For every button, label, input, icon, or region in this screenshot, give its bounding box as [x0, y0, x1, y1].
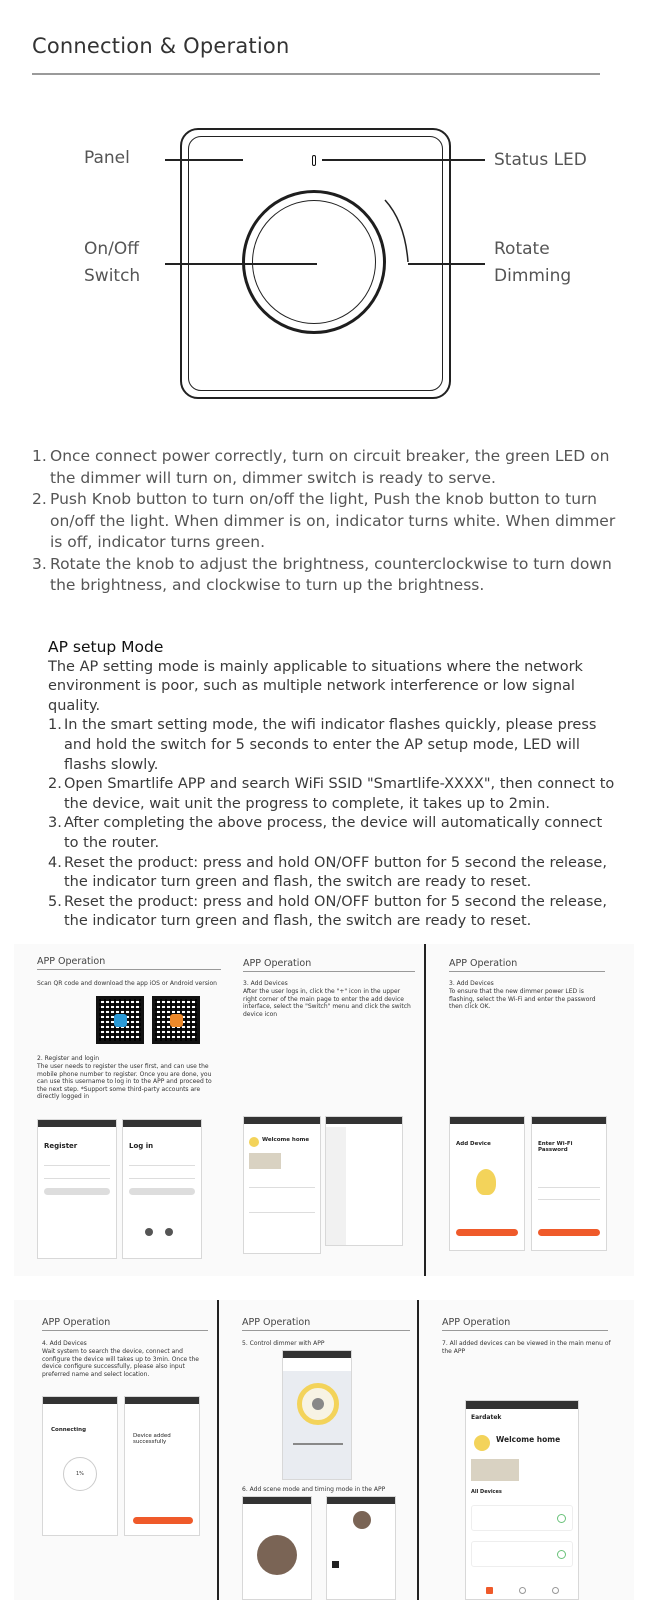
phone-field [44, 1165, 110, 1166]
home-screen [243, 1116, 321, 1254]
step-number: 2. [48, 776, 62, 793]
device-row [249, 1187, 315, 1188]
main-menu-screen [465, 1400, 579, 1600]
status-bar [532, 1117, 606, 1124]
step-number: 4. [48, 854, 62, 871]
panel-heading: APP Operation [449, 958, 518, 969]
room-image [471, 1459, 519, 1481]
added-title: Device added successfully [133, 1433, 171, 1445]
step-number: 3. [48, 815, 62, 832]
connecting-screen [42, 1396, 118, 1536]
status-bar [123, 1120, 201, 1127]
ap-intro: The AP setting mode is mainly applicable to situations where the network environment is poor, such as multiple network interference or low signal quality. [48, 658, 583, 714]
register-screen [37, 1119, 117, 1259]
panel-heading: APP Operation [242, 1317, 311, 1328]
status-bar [43, 1397, 117, 1404]
panel-rule [42, 1330, 208, 1331]
ap-title: AP setup Mode [48, 638, 164, 656]
bulb-icon [476, 1169, 496, 1195]
ap-setup-section [48, 638, 618, 932]
wifi-title: Enter Wi-Fi Password [538, 1141, 573, 1153]
led-leader-line [322, 159, 485, 161]
panel-heading: APP Operation [37, 956, 106, 967]
welcome-text: Welcome home [496, 1435, 561, 1444]
app-logo-icon [114, 1014, 127, 1027]
step-number: 1. [48, 717, 62, 734]
wifi-password-screen [531, 1116, 607, 1251]
configure-text: Wait system to search the device, connect and configure the device will takes up to 3min. Once the device configure successfully, please also input preferred name and select location. [42, 1348, 199, 1378]
sun-icon [249, 1137, 259, 1147]
list-item [48, 814, 618, 853]
list-item [48, 716, 618, 775]
step-text: After completing the above process, the device will automatically connect to the router. [64, 815, 603, 851]
account-field [129, 1165, 195, 1166]
list-item [48, 854, 618, 893]
page-title: Connection & Operation [32, 34, 290, 58]
app-operation-row-2 [14, 1300, 634, 1600]
list-item [32, 489, 622, 554]
register-screen-title: Register [44, 1142, 78, 1150]
panel-heading: APP Operation [243, 958, 312, 969]
wifi-instructions: To ensure that the new dimmer power LED is flashing, select the Wi-Fi and enter the password then click OK. [449, 988, 596, 1010]
rotate-arc-icon [0, 0, 650, 420]
add-manually-screen [325, 1116, 403, 1246]
status-bar [466, 1401, 578, 1409]
room-image [249, 1153, 281, 1169]
panel-divider [217, 1300, 219, 1600]
status-led-label: Status LED [494, 150, 587, 170]
step-number: 1. [32, 447, 47, 465]
add-devices-step: 3. Add Devices [243, 980, 288, 987]
step-number: 2. [32, 490, 47, 508]
home-tab-icon [486, 1587, 493, 1594]
power-icon [557, 1514, 566, 1523]
rotate-label-line2: Dimming [494, 266, 572, 286]
list-item [48, 893, 618, 932]
step-text: Rotate the knob to adjust the brightness, counterclockwise to turn down the brightness, and clockwise to turn up the brightness. [50, 554, 612, 594]
me-tab-icon [552, 1587, 559, 1594]
device-row [249, 1212, 315, 1213]
panel-heading: APP Operation [42, 1317, 111, 1328]
device-card [471, 1505, 573, 1531]
panel-leader-line [165, 159, 243, 161]
custom-scene-screen [326, 1496, 396, 1600]
operation-steps [32, 446, 622, 597]
dimmer-control-screen [282, 1350, 352, 1480]
switch-leader-line [165, 263, 317, 265]
smart-tab-icon [519, 1587, 526, 1594]
step-number: 3. [32, 554, 47, 573]
login-screen-title: Log in [129, 1142, 154, 1150]
status-bar [326, 1117, 402, 1124]
panel-rule [243, 971, 415, 972]
password-field [129, 1178, 195, 1179]
panel-divider [417, 1300, 419, 1600]
panel-rule [449, 971, 605, 972]
scene-screen [242, 1496, 312, 1600]
status-bar [243, 1497, 311, 1504]
step-text: Push Knob button to turn on/off the light, Push the knob button to turn on/off the light. When dimmer is on, indicator turns white. When dimmer is off, indicator turns green. [50, 490, 616, 551]
list-item [32, 446, 622, 489]
category-sidebar [326, 1127, 346, 1245]
step-text: Reset the product: press and hold ON/OFF button for 5 second the release, the indicator turn green and flash, the switch are ready to reset. [64, 854, 607, 891]
step-text: In the smart setting mode, the wifi indicator flashes quickly, please press and hold the switch for 5 seconds to enter the AP setup mode, LED will flashs slowly. [64, 717, 597, 773]
wechat-icon [145, 1228, 153, 1236]
status-bar [244, 1117, 320, 1124]
panel-rule [37, 969, 221, 970]
brightness-slider [293, 1443, 343, 1445]
add-device-title: Add Device [456, 1141, 491, 1147]
step-number: 5. [48, 893, 62, 910]
device-added-screen [124, 1396, 200, 1536]
scene-step: 6. Add scene mode and timing mode in the APP [242, 1486, 386, 1493]
bulb-icon [312, 1398, 324, 1410]
login-button [129, 1188, 195, 1195]
status-bar [38, 1120, 116, 1127]
panel-divider [424, 944, 426, 1276]
scene-thumbnail [353, 1511, 371, 1529]
step-text: Once connect power correctly, turn on circuit breaker, the green LED on the dimmer will turn on, dimmer switch is ready to serve. [50, 447, 610, 487]
all-devices-label: All Devices [471, 1489, 502, 1495]
verification-button [44, 1188, 110, 1195]
panel-rule [442, 1330, 608, 1331]
code-field [44, 1178, 110, 1179]
list-item [32, 554, 622, 597]
register-instructions: The user needs to register the user first, and can use the mobile phone number to register. Once you are done, you can use this username to log in to the APP and proceed to the next step. *Support some third-party accounts are directly logged in [37, 1063, 212, 1100]
progress-percent: 1% [76, 1471, 84, 1477]
ios-qr-code [96, 996, 144, 1044]
rotate-label [494, 236, 571, 290]
all-devices-step: 7. All added devices can be viewed in the main menu of the APP [442, 1340, 611, 1355]
status-bar [125, 1397, 199, 1404]
password-field [538, 1199, 600, 1200]
confirm-button [456, 1229, 518, 1236]
rotate-label-line1: Rotate [494, 239, 550, 259]
panel-heading: APP Operation [442, 1317, 511, 1328]
scan-instructions: Scan QR code and download the app iOS or Android version [37, 980, 217, 987]
scene-image [257, 1535, 297, 1575]
brand-name: Eardatek [471, 1414, 502, 1421]
panel-rule [242, 1330, 410, 1331]
add-devices-step: 3. Add Devices [449, 980, 494, 987]
ssid-field [538, 1187, 600, 1188]
android-qr-code [152, 996, 200, 1044]
register-heading: 2. Register and login [37, 1055, 100, 1062]
add-devices-text: After the user logs in, click the "+" icon in the upper right corner of the main page to enter the add device interface, select the "Switch" menu and click the switch device icon [243, 988, 411, 1018]
app-logo-icon [170, 1014, 183, 1027]
device-card [471, 1541, 573, 1567]
power-icon [557, 1550, 566, 1559]
connecting-title: Connecting [51, 1427, 87, 1433]
add-devices-step: 4. Add Devices [42, 1340, 87, 1347]
on-off-label [84, 236, 140, 290]
done-button [133, 1517, 193, 1524]
next-button [538, 1229, 600, 1236]
step-text: Open Smartlife APP and search WiFi SSID "Smartlife-XXXX", then connect to the device, wait unit the progress to complete, it takes up to 2min. [64, 776, 615, 812]
status-bar [283, 1351, 351, 1358]
sun-icon [474, 1435, 490, 1451]
panel-label: Panel [84, 148, 130, 168]
welcome-text: Welcome home [262, 1137, 310, 1143]
qq-icon [165, 1228, 173, 1236]
rotate-leader-line [408, 263, 485, 265]
on-off-label-line2: Switch [84, 266, 141, 286]
on-off-label-line1: On/Off [84, 239, 139, 259]
login-screen [122, 1119, 202, 1259]
step-text: Reset the product: press and hold ON/OFF button for 5 second the release, the indicator turn green and flash, the switch are ready to reset. [64, 893, 607, 930]
add-device-screen [449, 1116, 525, 1251]
scene-color-swatch [332, 1561, 339, 1568]
list-item [48, 775, 618, 814]
status-bar [327, 1497, 395, 1504]
app-operation-row-1 [14, 944, 634, 1276]
status-bar [450, 1117, 524, 1124]
control-step: 5. Control dimmer with APP [242, 1340, 325, 1347]
